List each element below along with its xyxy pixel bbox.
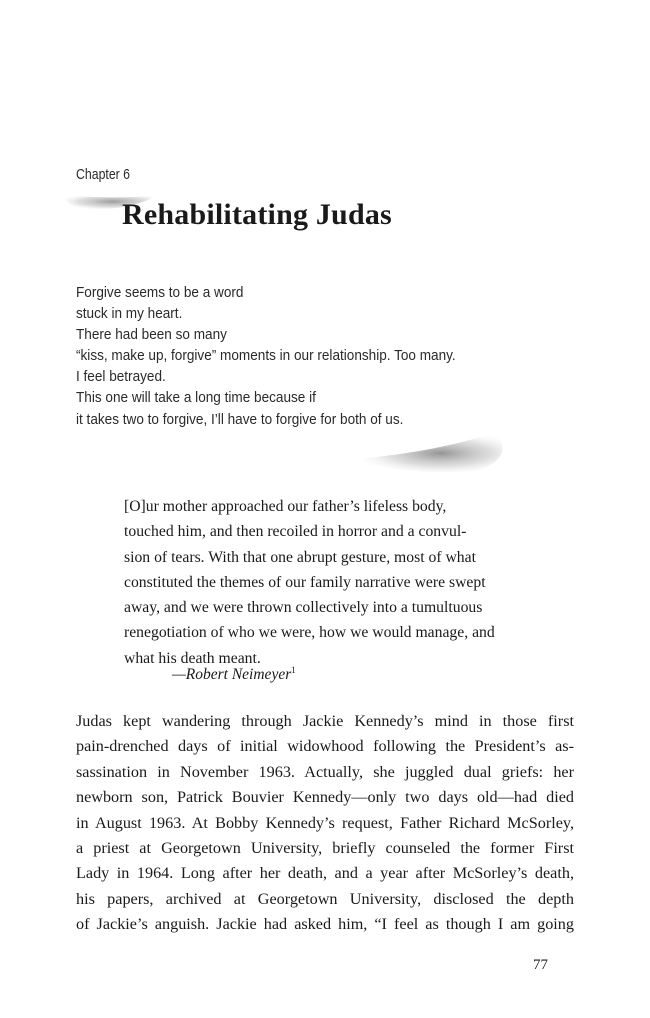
epigraph-attribution [172, 665, 296, 684]
epigraph-line: away, and we were thrown collectively into a tumultuous [124, 599, 483, 617]
body-line: pain-drenched days of initial widowhood following the President’s as- [76, 737, 574, 756]
body-line: sassination in November 1963. Actually, she juggled dual griefs: her [76, 762, 574, 781]
body-paragraph [76, 709, 574, 938]
body-line: a priest at Georgetown University, briefly counseled the former First [76, 839, 574, 858]
epigraph-line: renegotiation of who we were, how we would manage, and [124, 624, 495, 642]
poem-line: “kiss, make up, forgive” moments in our relationship. Too many. [76, 348, 456, 365]
chapter-label: Chapter 6 [76, 166, 131, 183]
attribution-text: —Robert Neimeyer [172, 666, 292, 683]
body-line: in August 1963. At Bobby Kennedy’s request, Father Richard McSorley, [76, 813, 574, 832]
body-line: his papers, archived at Georgetown University, disclosed the depth [76, 889, 574, 908]
poem-line: This one will take a long time because if [76, 390, 316, 407]
chapter-title: Rehabilitating Judas [122, 198, 392, 231]
epigraph-line: [O]ur mother approached our father’s lifeless body, [124, 498, 447, 515]
poem-line: Forgive seems to be a word [76, 285, 244, 301]
poem-line: There had been so many [76, 327, 227, 344]
body-line: of Jackie’s anguish. Jackie had asked him, “I feel as though I am going [76, 915, 574, 934]
poem-line: it takes two to forgive, I’ll have to forgive for both of us. [76, 411, 404, 428]
decorative-swoosh-bottom [340, 430, 510, 478]
poem-line: stuck in my heart. [76, 306, 183, 323]
footnote-reference[interactable]: 1 [291, 665, 296, 675]
epigraph-quote [124, 494, 544, 671]
poem [76, 283, 546, 431]
epigraph-line: constituted the themes of our family narrative were swept [124, 573, 486, 591]
epigraph-line: what his death meant. [124, 649, 261, 667]
poem-line: I feel betrayed. [76, 369, 166, 386]
epigraph-line: touched him, and then recoiled in horror and a convul- [124, 523, 467, 541]
body-line: Lady in 1964. Long after her death, and a year after McSorley’s death, [76, 864, 574, 883]
page-number: 77 [533, 957, 548, 973]
body-line: newborn son, Patrick Bouvier Kennedy—only two days old—had died [76, 788, 574, 807]
epigraph-line: sion of tears. With that one abrupt gesture, most of what [124, 548, 476, 566]
body-line: Judas kept wandering through Jackie Kennedy’s mind in those first [76, 712, 574, 730]
